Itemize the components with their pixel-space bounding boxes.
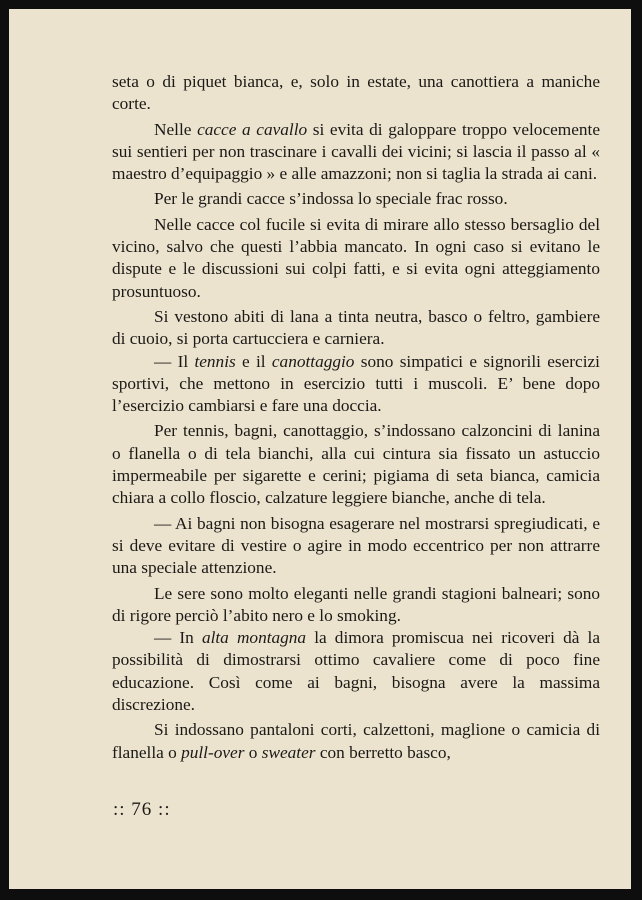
text-run: Per tennis, bagni, canottaggio, s’indossano calzoncini di lanina o flanella o di tela bianchi, alla cui cintura sia fissato un astuccio impermeabile per sigarette e cerini; pigiama di seta bianca, camicia chiara a collo floscio, calzature leggiere bianche, anche di tela. xyxy=(112,421,600,508)
italic-term: alta montagna xyxy=(201,628,307,648)
paragraph xyxy=(112,420,600,509)
text-run: seta o di piquet bianca, e, solo in estate, una canottiera a maniche corte. xyxy=(112,72,600,114)
italic-term: tennis xyxy=(194,351,236,371)
italic-term: pull-over xyxy=(181,742,245,762)
paragraph xyxy=(112,71,600,116)
text-run: la dimora promiscua nei ricoveri dà la possibilità di dimostrarsi ottimo cavaliere come di poco fine educazione. Così come ai bagni, bisogna avere la massima discrezione. xyxy=(112,628,600,715)
text-run: e il xyxy=(235,351,272,371)
text-run: Si indossano pantaloni corti, calzettoni, maglione o camicia di flanella o xyxy=(112,720,600,762)
italic-term: canottaggio xyxy=(271,351,355,371)
paragraph xyxy=(112,627,600,716)
text-run: — Ai bagni non bisogna esagerare nel mostrarsi spregiudicati, e si deve evitare di vestire o agire in modo eccentrico per non attrarre una speciale attenzione. xyxy=(112,513,600,578)
paragraph xyxy=(112,306,600,351)
book-page xyxy=(9,9,631,889)
text-run: sono simpatici e signorili esercizi sportivi, che mettono in esercizio tutti i muscoli. E’ bene dopo l’esercizio cambiarsi e fare una doccia. xyxy=(112,351,600,416)
paragraph xyxy=(112,719,600,764)
paragraph xyxy=(112,351,600,418)
text-run: Per le grandi cacce s’indossa lo speciale frac rosso. xyxy=(154,189,508,209)
text-run: — In xyxy=(154,628,202,648)
text-run: si evita di galoppare troppo velocemente sui sentieri per non trascinare i cavalli dei vicini; si lascia il passo al « maestro d’equipaggio » e alle amazzoni; non si taglia la strada ai cani. xyxy=(112,119,601,184)
text-run: Nelle cacce col fucile si evita di mirare allo stesso bersaglio del vicino, salvo che questi l’abbia mancato. In ogni caso si evitano le dispute e le discussioni sui colpi fatti, e si evita ogni atteggiamento prosuntuoso. xyxy=(112,214,600,301)
text-run: Si vestono abiti di lana a tinta neutra, basco o feltro, gambiere di cuoio, si porta cartucciera e carniera. xyxy=(112,306,600,349)
paragraph xyxy=(112,513,600,580)
page-body-text xyxy=(112,71,600,764)
text-run: con berretto basco, xyxy=(315,742,451,762)
italic-term: sweater xyxy=(261,742,316,762)
paragraph xyxy=(112,119,600,186)
paragraph xyxy=(112,188,600,210)
text-run: — Il xyxy=(154,351,195,371)
paragraph xyxy=(112,583,600,628)
text-run: Le sere sono molto eleganti nelle grandi stagioni balneari; sono di rigore perciò l’abito nero e lo smoking. xyxy=(112,583,600,625)
text-run: o xyxy=(244,742,262,762)
text-run: Nelle xyxy=(154,119,198,139)
paragraph xyxy=(112,214,600,303)
italic-term: cacce a cavallo xyxy=(197,119,308,139)
page-number: :: 76 :: xyxy=(113,799,171,820)
